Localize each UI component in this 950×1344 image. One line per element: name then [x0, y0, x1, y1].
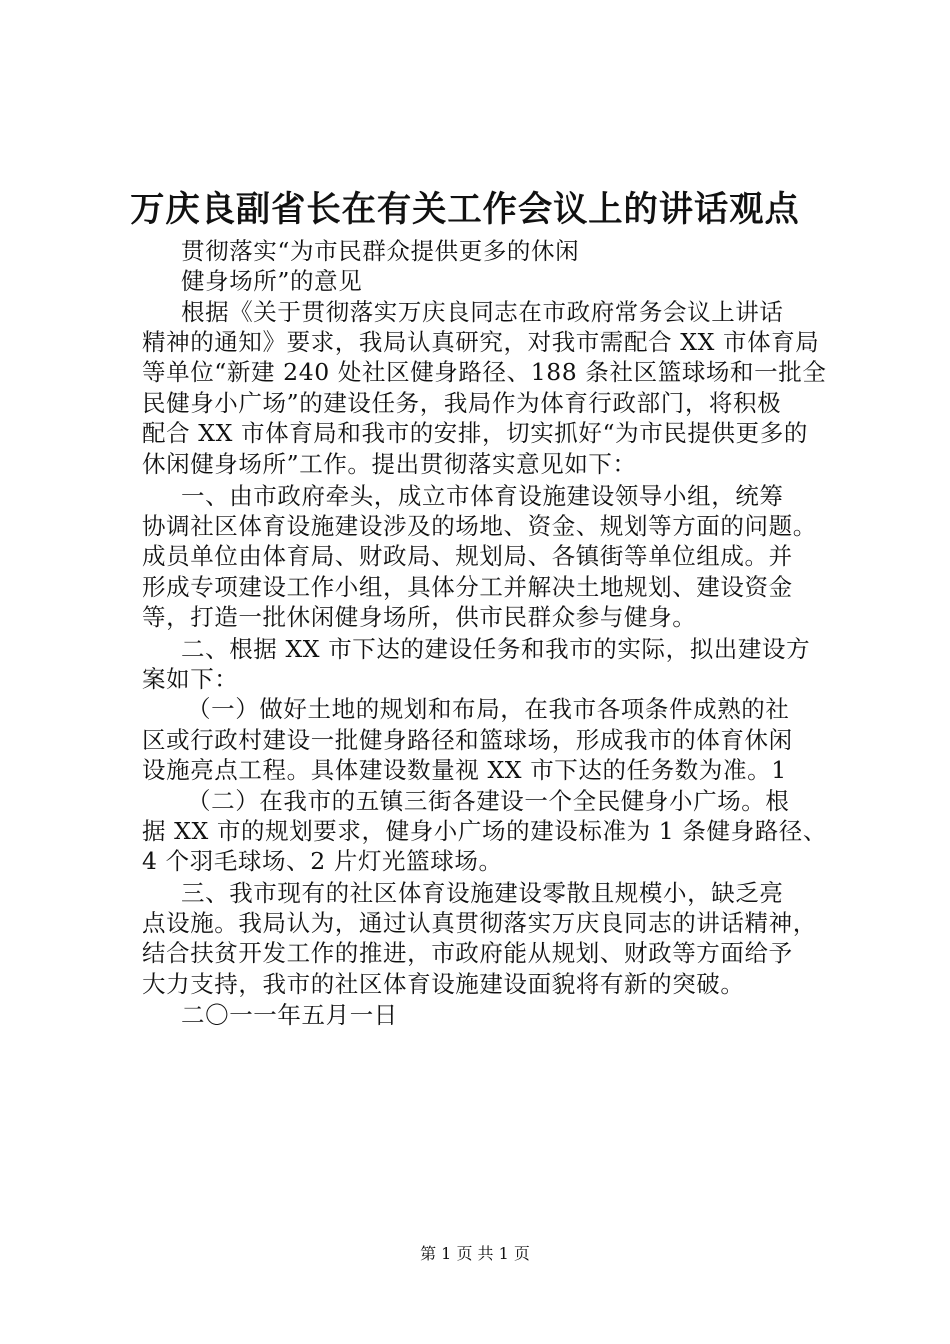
paragraph-one-line-1: 一、由市政府牵头，成立市体育设施建设领导小组，统筹 [181, 482, 784, 510]
paragraph-two-line-2: 案如下： [142, 665, 239, 693]
paragraph-three-line-3: 结合扶贫开发工作的推进，市政府能从规划、财政等方面给予 [142, 939, 793, 967]
paragraph-intro-line-1: 根据《关于贯彻落实万庆良同志在市政府常务会议上讲话 [181, 298, 784, 326]
item-two-line-2: 据 XX 市的规划要求，健身小广场的建设标准为 1 条健身路径、 [142, 817, 827, 845]
paragraph-two-line-1: 二、根据 XX 市下达的建设任务和我市的实际，拟出建设方 [181, 635, 811, 663]
item-one-line-1: （一）做好土地的规划和布局，在我市各项条件成熟的社 [187, 695, 790, 723]
subtitle-line-1: 贯彻落实“为市民群众提供更多的休闲 [181, 237, 580, 265]
document-date: 二〇一一年五月一日 [181, 1001, 398, 1029]
paragraph-intro-line-2: 精神的通知》要求，我局认真研究，对我市需配合 XX 市体育局 [142, 328, 820, 356]
paragraph-one-line-5: 等，打造一批休闲健身场所，供市民群众参与健身。 [142, 603, 697, 631]
paragraph-intro-line-6: 休闲健身场所”工作。提出贯彻落实意见如下： [142, 450, 637, 478]
document-title: 万庆良副省长在有关工作会议上的讲话观点 [130, 189, 800, 230]
paragraph-intro-line-3: 等单位“新建 240 处社区健身路径、188 条社区篮球场和一批全 [142, 358, 827, 386]
page-number-footer: 第 1 页 共 1 页 [420, 1244, 530, 1263]
paragraph-one-line-2: 协调社区体育设施建设涉及的场地、资金、规划等方面的问题。 [142, 512, 817, 540]
paragraph-three-line-4: 大力支持，我市的社区体育设施建设面貌将有新的突破。 [142, 970, 745, 998]
paragraph-intro-line-4: 民健身小广场”的建设任务，我局作为体育行政部门，将积极 [142, 389, 782, 417]
item-two-line-1: （二）在我市的五镇三街各建设一个全民健身小广场。根 [187, 787, 790, 815]
paragraph-one-line-4: 形成专项建设工作小组，具体分工并解决土地规划、建设资金 [142, 573, 793, 601]
paragraph-intro-line-5: 配合 XX 市体育局和我市的安排，切实抓好“为市民提供更多的 [142, 419, 808, 447]
subtitle-line-2: 健身场所”的意见 [181, 267, 363, 295]
paragraph-three-line-2: 点设施。我局认为，通过认真贯彻落实万庆良同志的讲话精神， [142, 909, 817, 937]
paragraph-one-line-3: 成员单位由体育局、财政局、规划局、各镇街等单位组成。并 [142, 542, 793, 570]
item-one-line-2: 区或行政村建设一批健身路径和篮球场，形成我市的体育休闲 [142, 726, 793, 754]
paragraph-three-line-1: 三、我市现有的社区体育设施建设零散且规模小，缺乏亮 [181, 879, 784, 907]
item-two-line-3: 4 个羽毛球场、2 片灯光篮球场。 [142, 847, 503, 875]
item-one-line-3: 设施亮点工程。具体建设数量视 XX 市下达的任务数为准。1 [142, 756, 787, 784]
